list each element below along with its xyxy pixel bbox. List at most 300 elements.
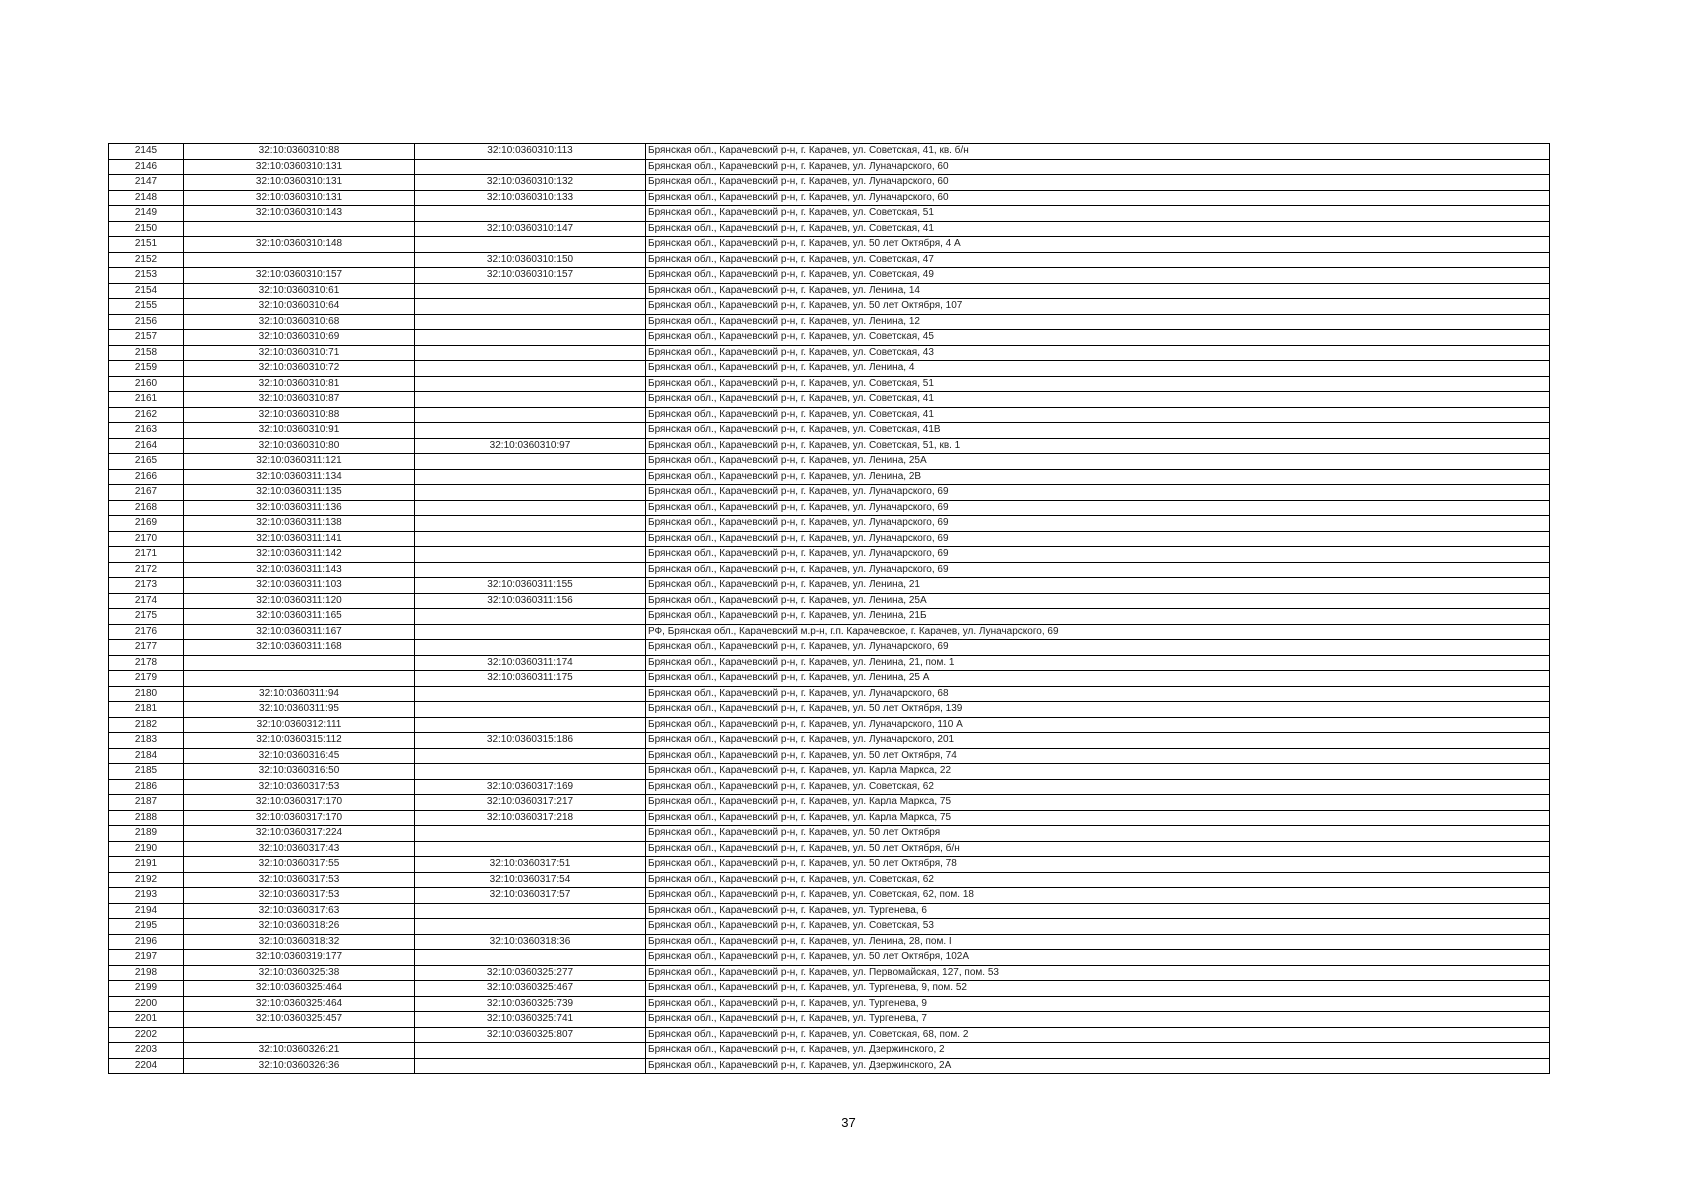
address-cell: Брянская обл., Карачевский р-н, г. Карачев, ул. Советская, 41, кв. б/н: [646, 144, 1550, 160]
row-number-cell: 2169: [109, 516, 184, 532]
cadastral-number-cell: 32:10:0360311:168: [184, 640, 415, 656]
related-cadastral-number-cell: 32:10:0360311:156: [415, 593, 646, 609]
address-cell: Брянская обл., Карачевский р-н, г. Карачев, ул. Первомайская, 127, пом. 53: [646, 965, 1550, 981]
cadastral-number-cell: 32:10:0360311:121: [184, 454, 415, 470]
address-cell: Брянская обл., Карачевский р-н, г. Карачев, ул. Советская, 43: [646, 345, 1550, 361]
address-cell: Брянская обл., Карачевский р-н, г. Карачев, ул. Ленина, 21Б: [646, 609, 1550, 625]
related-cadastral-number-cell: [415, 454, 646, 470]
cadastral-number-cell: 32:10:0360325:38: [184, 965, 415, 981]
cadastral-number-cell: 32:10:0360310:71: [184, 345, 415, 361]
related-cadastral-number-cell: 32:10:0360310:157: [415, 268, 646, 284]
address-cell: Брянская обл., Карачевский р-н, г. Карачев, ул. Ленина, 21, пом. 1: [646, 655, 1550, 671]
row-number-cell: 2183: [109, 733, 184, 749]
related-cadastral-number-cell: [415, 361, 646, 377]
row-number-cell: 2150: [109, 221, 184, 237]
cadastral-number-cell: 32:10:0360317:53: [184, 779, 415, 795]
table-row: [109, 237, 1550, 253]
related-cadastral-number-cell: [415, 1058, 646, 1074]
cadastral-number-cell: 32:10:0360311:165: [184, 609, 415, 625]
cadastral-number-cell: 32:10:0360310:72: [184, 361, 415, 377]
address-cell: Брянская обл., Карачевский р-н, г. Карачев, ул. Советская, 41: [646, 407, 1550, 423]
related-cadastral-number-cell: [415, 919, 646, 935]
address-cell: Брянская обл., Карачевский р-н, г. Карачев, ул. Карла Маркса, 75: [646, 810, 1550, 826]
cadastral-number-cell: 32:10:0360310:148: [184, 237, 415, 253]
address-cell: Брянская обл., Карачевский р-н, г. Карачев, ул. Советская, 51: [646, 206, 1550, 222]
cadastral-number-cell: 32:10:0360310:88: [184, 407, 415, 423]
address-cell: Брянская обл., Карачевский р-н, г. Карачев, ул. Ленина, 2В: [646, 469, 1550, 485]
related-cadastral-number-cell: 32:10:0360325:277: [415, 965, 646, 981]
cadastral-number-cell: 32:10:0360319:177: [184, 950, 415, 966]
row-number-cell: 2178: [109, 655, 184, 671]
table-row: [109, 826, 1550, 842]
table-row: [109, 733, 1550, 749]
table-row: [109, 376, 1550, 392]
cadastral-number-cell: 32:10:0360317:63: [184, 903, 415, 919]
related-cadastral-number-cell: [415, 500, 646, 516]
table-row: [109, 1012, 1550, 1028]
table-row: [109, 950, 1550, 966]
address-cell: Брянская обл., Карачевский р-н, г. Карачев, ул. Ленина, 25А: [646, 454, 1550, 470]
table-row: [109, 516, 1550, 532]
row-number-cell: 2182: [109, 717, 184, 733]
table-row: [109, 299, 1550, 315]
related-cadastral-number-cell: [415, 950, 646, 966]
row-number-cell: 2186: [109, 779, 184, 795]
cadastral-number-cell: 32:10:0360311:103: [184, 578, 415, 594]
address-cell: Брянская обл., Карачевский р-н, г. Карачев, ул. Ленина, 21: [646, 578, 1550, 594]
address-cell: Брянская обл., Карачевский р-н, г. Карачев, ул. 50 лет Октября, б/н: [646, 841, 1550, 857]
table-row: [109, 671, 1550, 687]
row-number-cell: 2204: [109, 1058, 184, 1074]
related-cadastral-number-cell: [415, 1043, 646, 1059]
row-number-cell: 2170: [109, 531, 184, 547]
related-cadastral-number-cell: [415, 686, 646, 702]
address-cell: Брянская обл., Карачевский р-н, г. Карачев, ул. Тургенева, 7: [646, 1012, 1550, 1028]
related-cadastral-number-cell: 32:10:0360311:155: [415, 578, 646, 594]
related-cadastral-number-cell: [415, 841, 646, 857]
address-cell: Брянская обл., Карачевский р-н, г. Карачев, ул. Ленина, 12: [646, 314, 1550, 330]
related-cadastral-number-cell: 32:10:0360325:739: [415, 996, 646, 1012]
related-cadastral-number-cell: [415, 485, 646, 501]
cadastral-table: [108, 143, 1550, 1074]
cadastral-number-cell: 32:10:0360325:464: [184, 981, 415, 997]
cadastral-number-cell: 32:10:0360311:95: [184, 702, 415, 718]
table-row: [109, 190, 1550, 206]
address-cell: Брянская обл., Карачевский р-н, г. Карачев, ул. 50 лет Октября: [646, 826, 1550, 842]
row-number-cell: 2164: [109, 438, 184, 454]
related-cadastral-number-cell: 32:10:0360310:97: [415, 438, 646, 454]
related-cadastral-number-cell: 32:10:0360317:54: [415, 872, 646, 888]
cadastral-number-cell: 32:10:0360311:135: [184, 485, 415, 501]
related-cadastral-number-cell: 32:10:0360317:217: [415, 795, 646, 811]
related-cadastral-number-cell: 32:10:0360311:175: [415, 671, 646, 687]
table-row: [109, 330, 1550, 346]
table-row: [109, 717, 1550, 733]
row-number-cell: 2200: [109, 996, 184, 1012]
table-row: [109, 345, 1550, 361]
related-cadastral-number-cell: 32:10:0360317:57: [415, 888, 646, 904]
related-cadastral-number-cell: [415, 283, 646, 299]
address-cell: Брянская обл., Карачевский р-н, г. Карачев, ул. Луначарского, 60: [646, 175, 1550, 191]
row-number-cell: 2187: [109, 795, 184, 811]
row-number-cell: 2149: [109, 206, 184, 222]
table-row: [109, 593, 1550, 609]
table-row: [109, 919, 1550, 935]
cadastral-number-cell: 32:10:0360310:91: [184, 423, 415, 439]
row-number-cell: 2174: [109, 593, 184, 609]
address-cell: Брянская обл., Карачевский р-н, г. Карачев, ул. Луначарского, 68: [646, 686, 1550, 702]
address-cell: Брянская обл., Карачевский р-н, г. Карачев, ул. Ленина, 25 А: [646, 671, 1550, 687]
cadastral-number-cell: 32:10:0360311:142: [184, 547, 415, 563]
table-row: [109, 562, 1550, 578]
address-cell: Брянская обл., Карачевский р-н, г. Карачев, ул. Луначарского, 201: [646, 733, 1550, 749]
related-cadastral-number-cell: [415, 640, 646, 656]
row-number-cell: 2180: [109, 686, 184, 702]
row-number-cell: 2193: [109, 888, 184, 904]
row-number-cell: 2168: [109, 500, 184, 516]
table-row: [109, 407, 1550, 423]
cadastral-number-cell: 32:10:0360310:81: [184, 376, 415, 392]
row-number-cell: 2203: [109, 1043, 184, 1059]
cadastral-number-cell: 32:10:0360311:120: [184, 593, 415, 609]
address-cell: Брянская обл., Карачевский р-н, г. Карачев, ул. Луначарского, 60: [646, 159, 1550, 175]
address-cell: Брянская обл., Карачевский р-н, г. Карачев, ул. 50 лет Октября, 107: [646, 299, 1550, 315]
table-row: [109, 779, 1550, 795]
row-number-cell: 2189: [109, 826, 184, 842]
row-number-cell: 2199: [109, 981, 184, 997]
related-cadastral-number-cell: [415, 609, 646, 625]
row-number-cell: 2161: [109, 392, 184, 408]
row-number-cell: 2188: [109, 810, 184, 826]
related-cadastral-number-cell: [415, 531, 646, 547]
table-row: [109, 857, 1550, 873]
table-row: [109, 314, 1550, 330]
table-row: [109, 996, 1550, 1012]
address-cell: Брянская обл., Карачевский р-н, г. Карачев, ул. Луначарского, 69: [646, 531, 1550, 547]
table-row: [109, 469, 1550, 485]
table-row: [109, 702, 1550, 718]
address-cell: Брянская обл., Карачевский р-н, г. Карачев, ул. Советская, 68, пом. 2: [646, 1027, 1550, 1043]
row-number-cell: 2158: [109, 345, 184, 361]
cadastral-number-cell: 32:10:0360317:224: [184, 826, 415, 842]
cadastral-number-cell: 32:10:0360316:50: [184, 764, 415, 780]
address-cell: Брянская обл., Карачевский р-н, г. Карачев, ул. 50 лет Октября, 4 А: [646, 237, 1550, 253]
table-row: [109, 438, 1550, 454]
related-cadastral-number-cell: [415, 469, 646, 485]
table-body: [109, 144, 1550, 1074]
address-cell: Брянская обл., Карачевский р-н, г. Карачев, ул. Советская, 41: [646, 392, 1550, 408]
page-number: 37: [841, 1115, 856, 1130]
address-cell: Брянская обл., Карачевский р-н, г. Карачев, ул. Луначарского, 110 А: [646, 717, 1550, 733]
table-row: [109, 159, 1550, 175]
table-row: [109, 981, 1550, 997]
row-number-cell: 2201: [109, 1012, 184, 1028]
related-cadastral-number-cell: [415, 423, 646, 439]
cadastral-number-cell: [184, 655, 415, 671]
row-number-cell: 2172: [109, 562, 184, 578]
address-cell: Брянская обл., Карачевский р-н, г. Карачев, ул. Советская, 45: [646, 330, 1550, 346]
table-row: [109, 392, 1550, 408]
address-cell: Брянская обл., Карачевский р-н, г. Карачев, ул. Советская, 41В: [646, 423, 1550, 439]
table-row: [109, 655, 1550, 671]
row-number-cell: 2197: [109, 950, 184, 966]
row-number-cell: 2145: [109, 144, 184, 160]
cadastral-number-cell: 32:10:0360317:53: [184, 888, 415, 904]
cadastral-number-cell: 32:10:0360317:170: [184, 795, 415, 811]
cadastral-number-cell: 32:10:0360311:134: [184, 469, 415, 485]
address-cell: Брянская обл., Карачевский р-н, г. Карачев, ул. Советская, 62: [646, 779, 1550, 795]
address-cell: Брянская обл., Карачевский р-н, г. Карачев, ул. 50 лет Октября, 102А: [646, 950, 1550, 966]
table-row: [109, 1027, 1550, 1043]
cadastral-number-cell: 32:10:0360310:80: [184, 438, 415, 454]
cadastral-number-cell: 32:10:0360311:138: [184, 516, 415, 532]
cadastral-number-cell: 32:10:0360318:26: [184, 919, 415, 935]
related-cadastral-number-cell: 32:10:0360311:174: [415, 655, 646, 671]
row-number-cell: 2202: [109, 1027, 184, 1043]
row-number-cell: 2184: [109, 748, 184, 764]
address-cell: Брянская обл., Карачевский р-н, г. Карачев, ул. Луначарского, 69: [646, 485, 1550, 501]
cadastral-number-cell: [184, 671, 415, 687]
table-row: [109, 485, 1550, 501]
related-cadastral-number-cell: [415, 764, 646, 780]
related-cadastral-number-cell: [415, 407, 646, 423]
related-cadastral-number-cell: 32:10:0360325:467: [415, 981, 646, 997]
table-row: [109, 578, 1550, 594]
row-number-cell: 2171: [109, 547, 184, 563]
address-cell: Брянская обл., Карачевский р-н, г. Карачев, ул. Советская, 51: [646, 376, 1550, 392]
address-cell: Брянская обл., Карачевский р-н, г. Карачев, ул. Луначарского, 69: [646, 640, 1550, 656]
table-row: [109, 531, 1550, 547]
row-number-cell: 2148: [109, 190, 184, 206]
table-row: [109, 934, 1550, 950]
table-row: [109, 361, 1550, 377]
table-row: [109, 888, 1550, 904]
cadastral-number-cell: 32:10:0360311:94: [184, 686, 415, 702]
related-cadastral-number-cell: [415, 748, 646, 764]
table-row: [109, 965, 1550, 981]
cadastral-number-cell: 32:10:0360310:143: [184, 206, 415, 222]
cadastral-number-cell: 32:10:0360310:87: [184, 392, 415, 408]
cadastral-number-cell: 32:10:0360312:111: [184, 717, 415, 733]
related-cadastral-number-cell: 32:10:0360310:133: [415, 190, 646, 206]
row-number-cell: 2155: [109, 299, 184, 315]
related-cadastral-number-cell: 32:10:0360310:132: [415, 175, 646, 191]
row-number-cell: 2198: [109, 965, 184, 981]
row-number-cell: 2154: [109, 283, 184, 299]
cadastral-number-cell: 32:10:0360325:457: [184, 1012, 415, 1028]
table-row: [109, 423, 1550, 439]
row-number-cell: 2162: [109, 407, 184, 423]
address-cell: Брянская обл., Карачевский р-н, г. Карачев, ул. 50 лет Октября, 74: [646, 748, 1550, 764]
cadastral-number-cell: 32:10:0360316:45: [184, 748, 415, 764]
cadastral-number-cell: 32:10:0360317:170: [184, 810, 415, 826]
cadastral-number-cell: 32:10:0360310:64: [184, 299, 415, 315]
address-cell: Брянская обл., Карачевский р-н, г. Карачев, ул. Ленина, 14: [646, 283, 1550, 299]
address-cell: Брянская обл., Карачевский р-н, г. Карачев, ул. Советская, 51, кв. 1: [646, 438, 1550, 454]
related-cadastral-number-cell: [415, 562, 646, 578]
address-cell: Брянская обл., Карачевский р-н, г. Карачев, ул. Советская, 62, пом. 18: [646, 888, 1550, 904]
address-cell: РФ, Брянская обл., Карачевский м.р-н, г.п. Карачевское, г. Карачев, ул. Луначарского, 69: [646, 624, 1550, 640]
row-number-cell: 2196: [109, 934, 184, 950]
cadastral-number-cell: 32:10:0360311:167: [184, 624, 415, 640]
table-row: [109, 795, 1550, 811]
row-number-cell: 2195: [109, 919, 184, 935]
table-row: [109, 841, 1550, 857]
row-number-cell: 2163: [109, 423, 184, 439]
row-number-cell: 2190: [109, 841, 184, 857]
row-number-cell: 2185: [109, 764, 184, 780]
related-cadastral-number-cell: [415, 299, 646, 315]
table-row: [109, 609, 1550, 625]
related-cadastral-number-cell: 32:10:0360315:186: [415, 733, 646, 749]
table-row: [109, 1043, 1550, 1059]
cadastral-number-cell: 32:10:0360310:68: [184, 314, 415, 330]
related-cadastral-number-cell: [415, 903, 646, 919]
row-number-cell: 2152: [109, 252, 184, 268]
cadastral-number-cell: [184, 221, 415, 237]
row-number-cell: 2167: [109, 485, 184, 501]
row-number-cell: 2179: [109, 671, 184, 687]
table-row: [109, 764, 1550, 780]
row-number-cell: 2156: [109, 314, 184, 330]
address-cell: Брянская обл., Карачевский р-н, г. Карачев, ул. Ленина, 28, пом. I: [646, 934, 1550, 950]
table-row: [109, 547, 1550, 563]
cadastral-number-cell: 32:10:0360310:131: [184, 175, 415, 191]
address-cell: Брянская обл., Карачевский р-н, г. Карачев, ул. Дзержинского, 2: [646, 1043, 1550, 1059]
address-cell: Брянская обл., Карачевский р-н, г. Карачев, ул. Советская, 53: [646, 919, 1550, 935]
related-cadastral-number-cell: [415, 330, 646, 346]
row-number-cell: 2181: [109, 702, 184, 718]
related-cadastral-number-cell: 32:10:0360325:741: [415, 1012, 646, 1028]
address-cell: Брянская обл., Карачевский р-н, г. Карачев, ул. Тургенева, 6: [646, 903, 1550, 919]
related-cadastral-number-cell: [415, 624, 646, 640]
address-cell: Брянская обл., Карачевский р-н, г. Карачев, ул. 50 лет Октября, 78: [646, 857, 1550, 873]
address-cell: Брянская обл., Карачевский р-н, г. Карачев, ул. Луначарского, 60: [646, 190, 1550, 206]
related-cadastral-number-cell: [415, 826, 646, 842]
cadastral-number-cell: 32:10:0360326:36: [184, 1058, 415, 1074]
cadastral-number-cell: 32:10:0360310:69: [184, 330, 415, 346]
address-cell: Брянская обл., Карачевский р-н, г. Карачев, ул. Советская, 41: [646, 221, 1550, 237]
address-cell: Брянская обл., Карачевский р-н, г. Карачев, ул. Ленина, 25А: [646, 593, 1550, 609]
table-row: [109, 283, 1550, 299]
address-cell: Брянская обл., Карачевский р-н, г. Карачев, ул. Тургенева, 9: [646, 996, 1550, 1012]
row-number-cell: 2175: [109, 609, 184, 625]
table-row: [109, 206, 1550, 222]
row-number-cell: 2153: [109, 268, 184, 284]
related-cadastral-number-cell: [415, 717, 646, 733]
table-row: [109, 268, 1550, 284]
table-row: [109, 175, 1550, 191]
related-cadastral-number-cell: 32:10:0360318:36: [415, 934, 646, 950]
cadastral-number-cell: 32:10:0360317:55: [184, 857, 415, 873]
related-cadastral-number-cell: 32:10:0360317:51: [415, 857, 646, 873]
cadastral-number-cell: 32:10:0360318:32: [184, 934, 415, 950]
cadastral-number-cell: 32:10:0360310:131: [184, 190, 415, 206]
row-number-cell: 2147: [109, 175, 184, 191]
cadastral-number-cell: 32:10:0360317:53: [184, 872, 415, 888]
related-cadastral-number-cell: [415, 547, 646, 563]
address-cell: Брянская обл., Карачевский р-н, г. Карачев, ул. Советская, 62: [646, 872, 1550, 888]
row-number-cell: 2177: [109, 640, 184, 656]
row-number-cell: 2157: [109, 330, 184, 346]
row-number-cell: 2191: [109, 857, 184, 873]
table-row: [109, 1058, 1550, 1074]
related-cadastral-number-cell: 32:10:0360317:218: [415, 810, 646, 826]
address-cell: Брянская обл., Карачевский р-н, г. Карачев, ул. Луначарского, 69: [646, 500, 1550, 516]
table-row: [109, 500, 1550, 516]
table-row: [109, 624, 1550, 640]
related-cadastral-number-cell: 32:10:0360310:147: [415, 221, 646, 237]
row-number-cell: 2192: [109, 872, 184, 888]
address-cell: Брянская обл., Карачевский р-н, г. Карачев, ул. Советская, 49: [646, 268, 1550, 284]
table-row: [109, 872, 1550, 888]
related-cadastral-number-cell: [415, 392, 646, 408]
table-row: [109, 640, 1550, 656]
table-row: [109, 686, 1550, 702]
cadastral-number-cell: 32:10:0360317:43: [184, 841, 415, 857]
related-cadastral-number-cell: [415, 516, 646, 532]
table-row: [109, 252, 1550, 268]
address-cell: Брянская обл., Карачевский р-н, г. Карачев, ул. Карла Маркса, 22: [646, 764, 1550, 780]
row-number-cell: 2194: [109, 903, 184, 919]
address-cell: Брянская обл., Карачевский р-н, г. Карачев, ул. Карла Маркса, 75: [646, 795, 1550, 811]
address-cell: Брянская обл., Карачевский р-н, г. Карачев, ул. Луначарского, 69: [646, 516, 1550, 532]
cadastral-number-cell: 32:10:0360326:21: [184, 1043, 415, 1059]
related-cadastral-number-cell: [415, 314, 646, 330]
cadastral-number-cell: [184, 1027, 415, 1043]
cadastral-number-cell: 32:10:0360310:88: [184, 144, 415, 160]
row-number-cell: 2176: [109, 624, 184, 640]
table-row: [109, 810, 1550, 826]
row-number-cell: 2146: [109, 159, 184, 175]
table-row: [109, 454, 1550, 470]
table-row: [109, 144, 1550, 160]
address-cell: Брянская обл., Карачевский р-н, г. Карачев, ул. Луначарского, 69: [646, 547, 1550, 563]
row-number-cell: 2173: [109, 578, 184, 594]
table-row: [109, 221, 1550, 237]
related-cadastral-number-cell: 32:10:0360325:807: [415, 1027, 646, 1043]
row-number-cell: 2166: [109, 469, 184, 485]
address-cell: Брянская обл., Карачевский р-н, г. Карачев, ул. Луначарского, 69: [646, 562, 1550, 578]
cadastral-number-cell: 32:10:0360310:61: [184, 283, 415, 299]
row-number-cell: 2159: [109, 361, 184, 377]
related-cadastral-number-cell: 32:10:0360317:169: [415, 779, 646, 795]
table-row: [109, 903, 1550, 919]
row-number-cell: 2151: [109, 237, 184, 253]
table-row: [109, 748, 1550, 764]
cadastral-number-cell: 32:10:0360325:464: [184, 996, 415, 1012]
address-cell: Брянская обл., Карачевский р-н, г. Карачев, ул. Тургенева, 9, пом. 52: [646, 981, 1550, 997]
cadastral-number-cell: 32:10:0360310:131: [184, 159, 415, 175]
address-cell: Брянская обл., Карачевский р-н, г. Карачев, ул. Советская, 47: [646, 252, 1550, 268]
cadastral-number-cell: 32:10:0360311:143: [184, 562, 415, 578]
cadastral-number-cell: [184, 252, 415, 268]
related-cadastral-number-cell: 32:10:0360310:150: [415, 252, 646, 268]
related-cadastral-number-cell: [415, 237, 646, 253]
cadastral-number-cell: 32:10:0360315:112: [184, 733, 415, 749]
address-cell: Брянская обл., Карачевский р-н, г. Карачев, ул. Ленина, 4: [646, 361, 1550, 377]
related-cadastral-number-cell: [415, 345, 646, 361]
related-cadastral-number-cell: [415, 159, 646, 175]
related-cadastral-number-cell: [415, 206, 646, 222]
cadastral-number-cell: 32:10:0360311:136: [184, 500, 415, 516]
related-cadastral-number-cell: [415, 376, 646, 392]
address-cell: Брянская обл., Карачевский р-н, г. Карачев, ул. Дзержинского, 2А: [646, 1058, 1550, 1074]
related-cadastral-number-cell: [415, 702, 646, 718]
address-cell: Брянская обл., Карачевский р-н, г. Карачев, ул. 50 лет Октября, 139: [646, 702, 1550, 718]
cadastral-number-cell: 32:10:0360311:141: [184, 531, 415, 547]
row-number-cell: 2165: [109, 454, 184, 470]
